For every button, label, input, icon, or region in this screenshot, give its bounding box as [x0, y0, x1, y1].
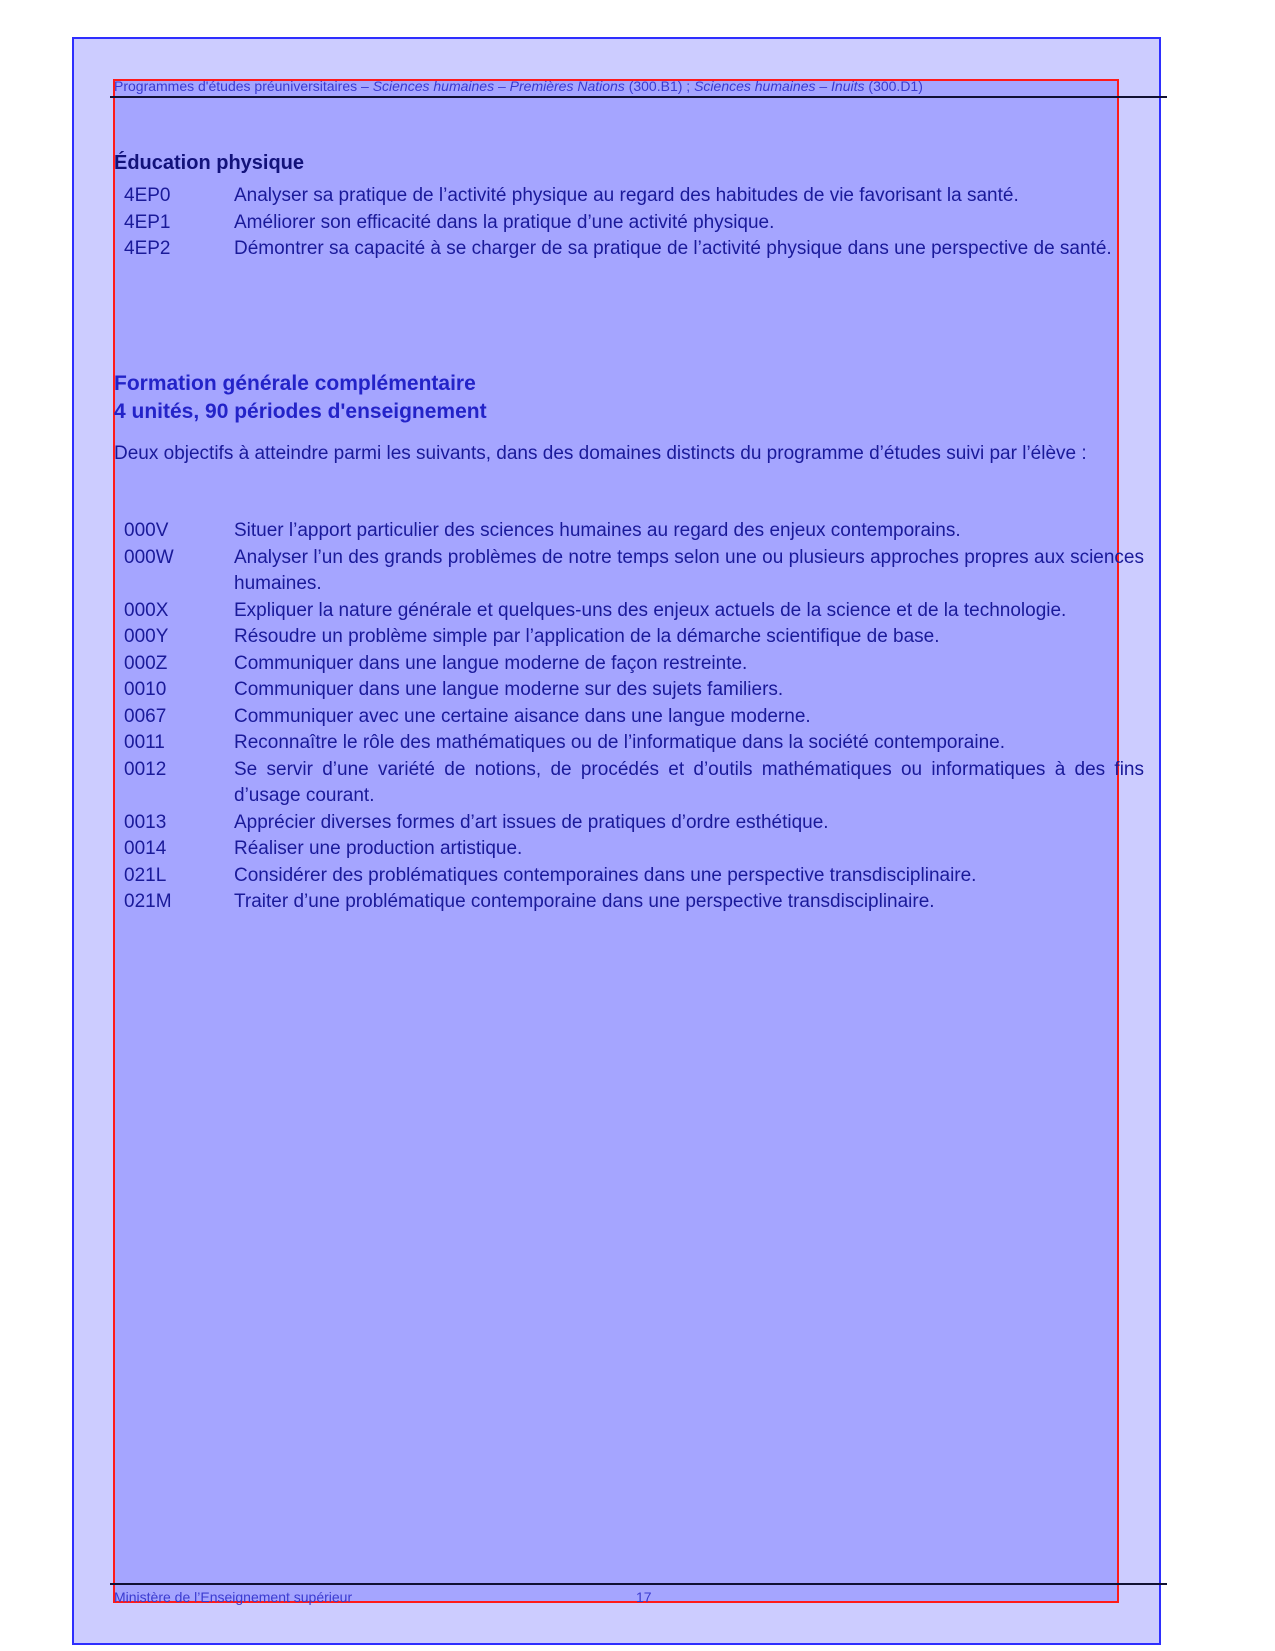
- objective-text: Réaliser une production artistique.: [234, 838, 523, 859]
- running-header-title-b: Sciences humaines – Inuits: [694, 78, 865, 94]
- objectives-list-formation-complementaire: [114, 518, 1144, 916]
- objective-text: Analyser l’un des grands problèmes de notre temps selon une ou plusieurs approches propres aux sciences humaines.: [234, 546, 1144, 594]
- objective-code: 0067: [124, 705, 167, 727]
- heading-formation-complementaire: Formation générale complémentaire: [114, 372, 476, 395]
- running-header-code-a: (300.B1) ;: [624, 78, 695, 94]
- objective-row: [114, 545, 1144, 598]
- intro-paragraph: Deux objectifs à atteindre parmi les suivants, dans des domaines distincts du programme d’études suivi par l’élève :: [114, 443, 1087, 464]
- objective-row: [114, 730, 1144, 757]
- objective-row: [114, 518, 1144, 545]
- objective-code: 4EP2: [124, 238, 171, 259]
- footer-ministry: Ministère de l’Enseignement supérieur: [114, 1589, 353, 1605]
- objective-row: [114, 677, 1144, 704]
- header-rule: [110, 96, 1167, 98]
- objective-text: Traiter d’une problématique contemporaine dans une perspective transdisciplinaire.: [234, 891, 935, 912]
- objective-row: [114, 183, 1144, 210]
- objective-row: [114, 757, 1144, 810]
- objective-code: 0012: [124, 758, 167, 780]
- objective-text: Résoudre un problème simple par l’application de la démarche scientifique de base.: [234, 626, 940, 647]
- objective-code: 000V: [124, 520, 169, 541]
- objective-row: [114, 210, 1144, 237]
- objective-text: Démontrer sa capacité à se charger de sa pratique de l’activité physique dans une perspective de santé.: [234, 238, 1112, 259]
- objective-code: 4EP0: [124, 185, 171, 206]
- objective-row: [114, 810, 1144, 837]
- objective-row: [114, 889, 1144, 916]
- objective-row: [114, 598, 1144, 625]
- objective-text: Communiquer dans une langue moderne sur des sujets familiers.: [234, 679, 784, 700]
- page-number: 17: [636, 1589, 652, 1605]
- objective-code: 000Z: [124, 652, 168, 674]
- objective-text: Communiquer avec une certaine aisance dans une langue moderne.: [234, 705, 811, 727]
- objective-code: 0014: [124, 838, 167, 859]
- objective-text: Apprécier diverses formes d’art issues de pratiques d’ordre esthétique.: [234, 811, 829, 833]
- objective-text: Améliorer son efficacité dans la pratique d’une activité physique.: [234, 211, 775, 233]
- running-header-title-a: Sciences humaines – Premières Nations: [372, 78, 625, 94]
- running-header-prefix: Programmes d'études préuniversitaires –: [114, 78, 373, 94]
- subheading-units-periods: 4 unités, 90 périodes d'enseignement: [114, 400, 487, 423]
- objective-code: 000X: [124, 599, 169, 621]
- objective-code: 4EP1: [124, 211, 171, 233]
- objective-row: [114, 704, 1144, 731]
- objective-row: [114, 236, 1144, 263]
- objective-text: Communiquer dans une langue moderne de façon restreinte.: [234, 652, 748, 674]
- objective-code: 021L: [124, 864, 167, 886]
- objective-code: 0010: [124, 679, 167, 700]
- objective-text: Reconnaître le rôle des mathématiques ou de l’informatique dans la société contemporaine.: [234, 732, 1006, 753]
- objective-code: 021M: [124, 891, 172, 912]
- objective-row: [114, 863, 1144, 890]
- objective-code: 000Y: [124, 626, 169, 647]
- heading-education-physique: Éducation physique: [114, 152, 305, 174]
- objective-text: Situer l’apport particulier des sciences humaines au regard des enjeux contemporains.: [234, 520, 961, 541]
- objective-code: 000W: [124, 546, 174, 568]
- objective-text: Considérer des problématiques contemporaines dans une perspective transdisciplinaire.: [234, 864, 977, 886]
- objective-code: 0011: [124, 732, 165, 753]
- objective-text: Expliquer la nature générale et quelques-uns des enjeux actuels de la science et de la technologie.: [234, 599, 1067, 621]
- footer-rule: [110, 1583, 1167, 1585]
- running-header: [114, 78, 923, 94]
- objective-text: Analyser sa pratique de l’activité physique au regard des habitudes de vie favorisant la santé.: [234, 185, 1019, 206]
- objective-row: [114, 624, 1144, 651]
- objective-text: Se servir d’une variété de notions, de procédés et d’outils mathématiques ou informatiques à des fins d’usage courant.: [234, 758, 1144, 806]
- objective-row: [114, 651, 1144, 678]
- objective-row: [114, 836, 1144, 863]
- objectives-list-education-physique: [114, 183, 1144, 263]
- running-header-code-b: (300.D1): [864, 78, 923, 94]
- objective-code: 0013: [124, 811, 167, 833]
